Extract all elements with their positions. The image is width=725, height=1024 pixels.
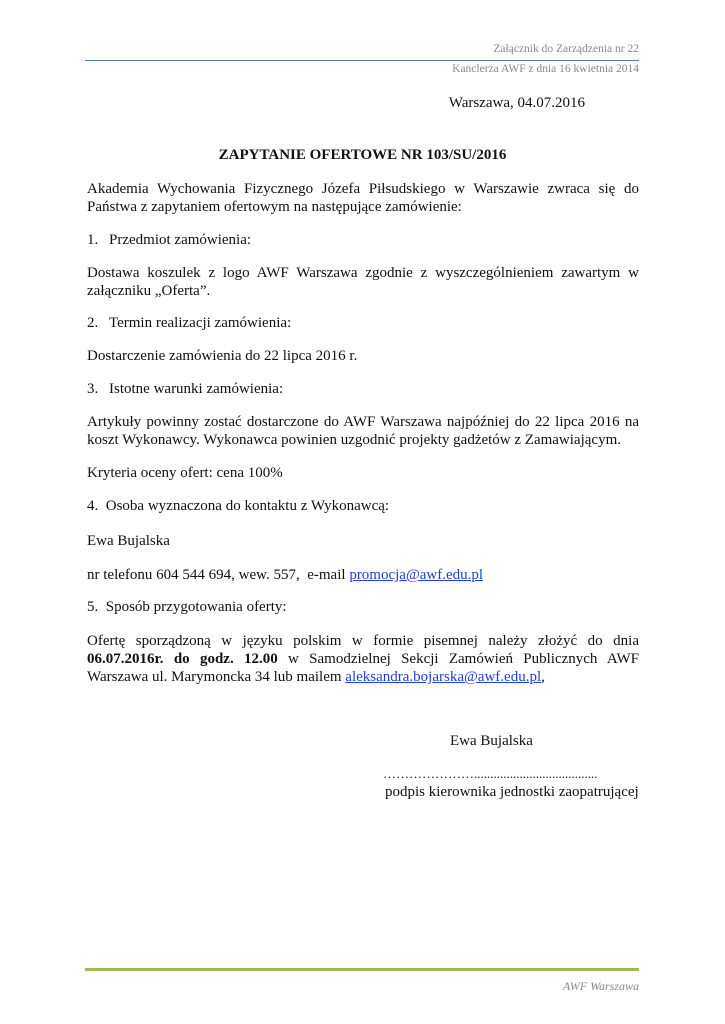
offer-email-link[interactable]: aleksandra.bojarska@awf.edu.pl bbox=[345, 669, 542, 685]
header-rule bbox=[85, 60, 639, 61]
section-5-body-b: w Samodzielnej Sekcji Zamówień Publicznych AWF Warszawa ul. Marymoncka 34 lub mailem bbox=[87, 651, 640, 685]
footer-text: AWF Warszawa bbox=[562, 979, 639, 993]
deadline-date: 06.07.2016r. bbox=[87, 651, 164, 667]
deadline-time: do godz. 12.00 bbox=[173, 651, 278, 667]
section-4-number: 4. bbox=[87, 498, 99, 514]
signature-label: podpis kierownika jednostki zaopatrującej bbox=[385, 784, 639, 800]
contact-phone: nr telefonu 604 544 694, wew. 557, e-mail bbox=[87, 567, 350, 583]
section-3-number: 3. bbox=[87, 381, 99, 397]
section-3-heading-text: Istotne warunki zamówienia: bbox=[109, 381, 284, 397]
intro-paragraph: Akademia Wychowania Fizycznego Józefa Piłsudskiego w Warszawie zwraca się do Państwa z zapytaniem ofertowym na następujące zamówienie: bbox=[87, 181, 639, 215]
section-5-number: 5. bbox=[87, 599, 99, 615]
signature-name: Ewa Bujalska bbox=[450, 733, 533, 749]
contact-email-link[interactable]: promocja@awf.edu.pl bbox=[349, 567, 484, 583]
header-line-2: Kanclerza AWF z dnia 16 kwietnia 2014 bbox=[452, 63, 639, 75]
section-2-number: 2. bbox=[87, 315, 99, 331]
section-3-body: Artykuły powinny zostać dostarczone do AWF Warszawa najpóźniej do 22 lipca 2016 na koszt Wykonawcy. Wykonawca powinien uzgodnić projekty gadżetów z Zamawiającym. bbox=[87, 414, 639, 448]
section-1-heading bbox=[87, 231, 639, 249]
contact-name: Ewa Bujalska bbox=[87, 533, 170, 549]
section-1-heading-text: Przedmiot zamówienia: bbox=[109, 232, 252, 248]
section-5-heading-text: Sposób przygotowania oferty: bbox=[105, 599, 287, 615]
section-5-body-a: Ofertę sporządzoną w języku polskim w formie pisemnej należy złożyć do dnia bbox=[87, 633, 639, 649]
section-2-body: Dostarczenie zamówienia do 22 lipca 2016 r. bbox=[87, 348, 358, 364]
section-1-body: Dostawa koszulek z logo AWF Warszawa zgodnie z wyszczególnieniem zawartym w załączniku „Oferta”. bbox=[87, 265, 639, 299]
date-line: Warszawa, 04.07.2016 bbox=[448, 95, 585, 111]
section-5-body-c: , bbox=[541, 669, 545, 685]
section-2-heading-text: Termin realizacji zamówienia: bbox=[109, 315, 292, 331]
document-title: ZAPYTANIE OFERTOWE NR 103/SU/2016 bbox=[218, 147, 507, 163]
signature-dotted-line: …………………...................................... bbox=[383, 766, 598, 781]
section-1-number: 1. bbox=[87, 232, 99, 248]
evaluation-criteria: Kryteria oceny ofert: cena 100% bbox=[87, 465, 283, 481]
section-2-heading bbox=[87, 314, 639, 332]
header-line-1: Załącznik do Zarządzenia nr 22 bbox=[493, 43, 639, 55]
footer-rule bbox=[85, 968, 639, 971]
section-4-heading bbox=[87, 497, 639, 515]
section-5-heading bbox=[87, 598, 639, 616]
section-3-heading bbox=[87, 380, 639, 398]
contact-phone-line bbox=[87, 566, 639, 584]
section-5-body bbox=[87, 632, 639, 686]
section-4-heading-text: Osoba wyznaczona do kontaktu z Wykonawcą: bbox=[105, 498, 390, 514]
